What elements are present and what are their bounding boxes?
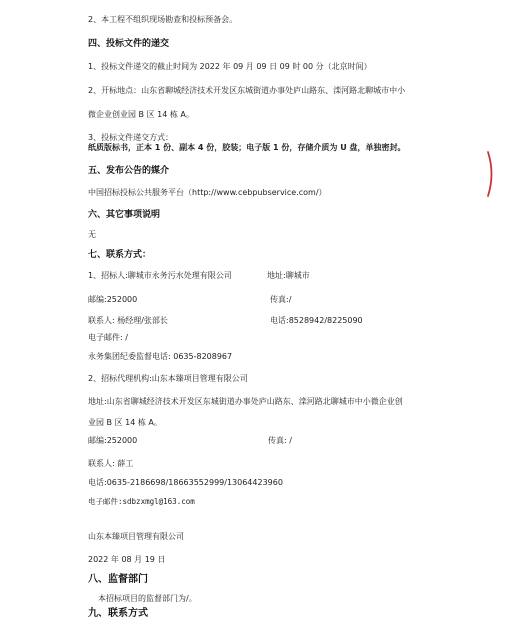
- tenderer-address: 地址:聊城市: [267, 271, 310, 280]
- agency-name: 2、招标代理机构:山东本臻项目管理有限公司: [88, 374, 248, 383]
- tenderer-fax: 传真:/: [270, 295, 292, 304]
- section-4-heading: 四、投标文件的递交: [88, 39, 170, 49]
- submission-method-label: 3、投标文件递交方式：: [88, 133, 174, 142]
- agency-email: 电子邮件:sdbzxmgl@163.com: [88, 497, 195, 506]
- agency-address: 地址:山东省聊城经济技术开发区东城街道办事处庐山路东、滦河路北聊城市中小微企业创: [88, 397, 403, 406]
- bid-opening-location-cont: 微企业创业园 B 区 14 栋 A。: [88, 110, 194, 119]
- other-matters-value: 无: [88, 230, 96, 239]
- supervision-department: 本招标项目的监督部门为/。: [98, 594, 197, 603]
- submission-method-detail: 纸质版标书，正本 1 份、副本 4 份，胶装；电子版 1 份，存储介质为 U 盘，单独密封。: [88, 143, 406, 152]
- section-8-heading: 八、监督部门: [88, 574, 148, 585]
- agency-contact: 联系人: 薛工: [88, 459, 134, 468]
- supervision-phone: 永务集团纪委监督电话: 0635-8208967: [88, 352, 233, 361]
- agency-phone: 电话:0635-2186698/18663552999/13064423960: [88, 478, 283, 487]
- signature-date: 2022 年 08 月 19 日: [88, 555, 166, 564]
- section-5-heading: 五、发布公告的媒介: [88, 166, 170, 176]
- tenderer-name: 1、招标人:聊城市永务污水处理有限公司: [88, 271, 232, 280]
- signature-company: 山东本臻项目管理有限公司: [88, 532, 184, 541]
- section-7-heading: 七、联系方式：: [88, 250, 152, 260]
- tenderer-postcode: 邮编:252000: [88, 295, 138, 304]
- agency-address-cont: 业园 B 区 14 栋 A。: [88, 418, 162, 427]
- tenderer-phone: 电话:8528942/8225090: [270, 316, 363, 325]
- publication-media: 中国招标投标公共服务平台（http://www.cebpubservice.com/）: [88, 188, 327, 197]
- tenderer-email: 电子邮件: /: [88, 333, 128, 342]
- margin-mark: [484, 150, 498, 198]
- tenderer-contact: 联系人: 杨经理/张部长: [88, 316, 168, 325]
- section-6-heading: 六、其它事项说明: [88, 210, 161, 220]
- agency-postcode: 邮编:252000: [88, 436, 138, 445]
- section-9-heading: 九、联系方式: [88, 608, 148, 619]
- site-survey-note: 2、本工程不组织现场勘查和投标预备会。: [88, 15, 238, 24]
- bid-opening-location: 2、开标地点：山东省聊城经济技术开发区东城街道办事处庐山路东、滦河路北聊城市中小: [88, 86, 406, 95]
- submission-deadline: 1、投标文件递交的截止时间为 2022 年 09 月 09 日 09 时 00 分（北京时间）: [88, 62, 372, 71]
- agency-fax: 传真: /: [268, 436, 292, 445]
